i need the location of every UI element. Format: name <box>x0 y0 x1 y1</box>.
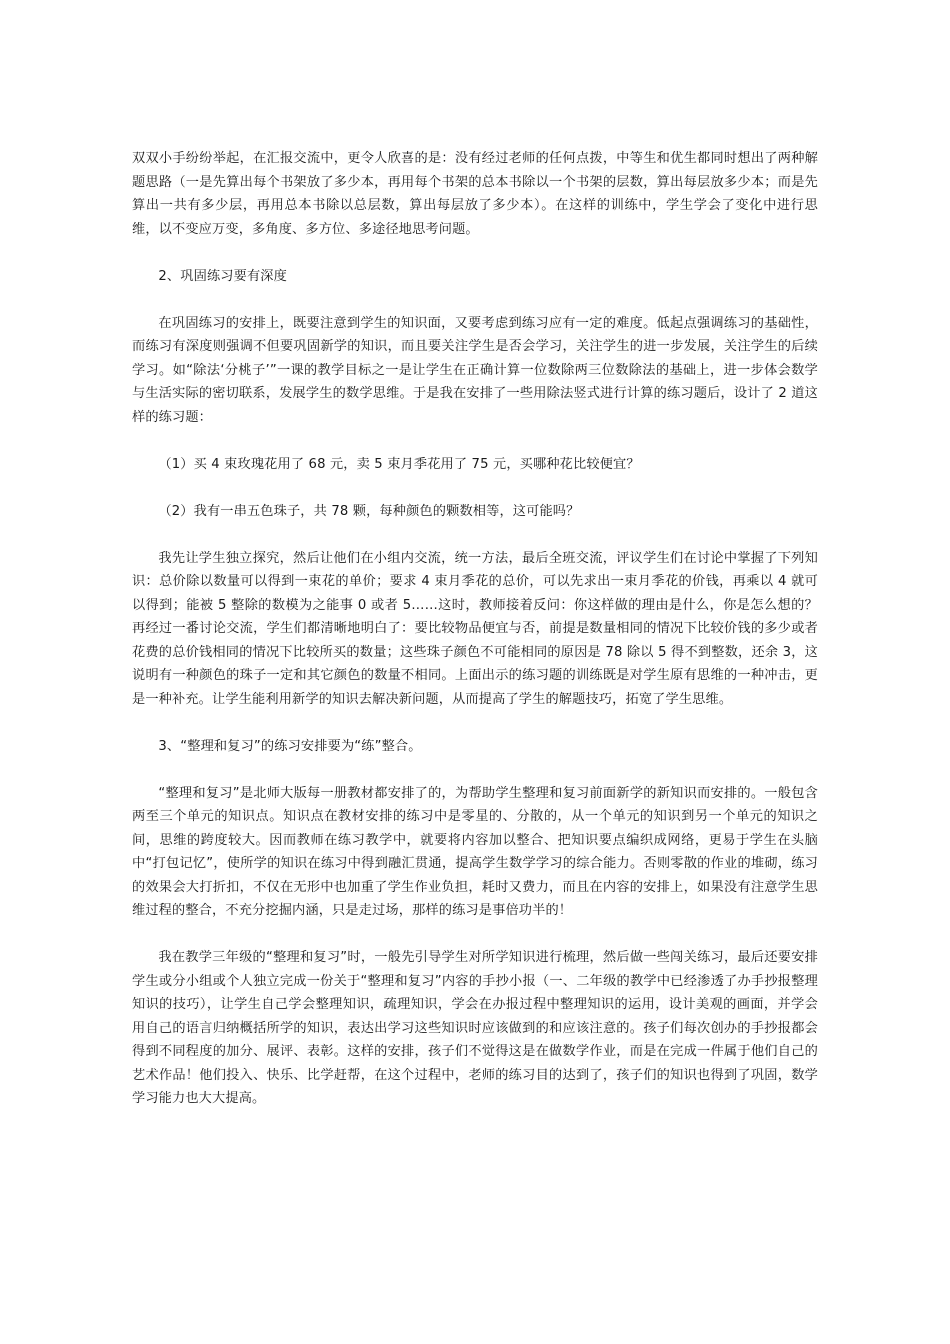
document-page <box>132 147 818 1134</box>
paragraph-review-integration: “整理和复习”是北师大版每一册教材都安排了的，为帮助学生整理和复习前面新学的新知识而安排的。一般包含两至三个单元的知识点。知识点在教材安排的练习中是零星的、分散的，从一个单元的知识到另一个单元的知识之间，思维的跨度较大。因而教师在练习教学中，就要将内容加以整合、把知识要点编织成网络，更易于学生在头脑中“打包记忆”，使所学的知识在练习中得到融汇贯通，提高学生数学学习的综合能力。否则零散的作业的堆砌，练习的效果会大打折扣，不仅在无形中也加重了学生作业负担，耗时又费力，而且在内容的安排上，如果没有注意学生思维过程的整合，不充分挖掘内涵，只是走过场，那样的练习是事倍功半的！ <box>132 785 818 918</box>
paragraph-handmade-newspaper: 我在教学三年级的“整理和复习”时，一般先引导学生对所学知识进行梳理，然后做一些闯关练习，最后还要安排学生或分小组或个人独立完成一份关于“整理和复习”内容的手抄小报（一、二年级的教学中已经渗透了办手抄报整理知识的技巧），让学生自己学会整理知识，疏理知识，学会在办报过程中整理知识的运用，设计美观的画面，并学会用自己的语言归纳概括所学的知识，表达出学习这些知识时应该做到的和应该注意的。孩子们每次创办的手抄报都会得到不同程度的加分、展评、表彰。这样的安排，孩子们不觉得这是在做数学作业，而是在完成一件属于他们自己的艺术作品！他们投入、快乐、比学赶帮，在这个过程中，老师的练习目的达到了，孩子们的知识也得到了巩固，数学学习能力也大大提高。 <box>132 950 818 1106</box>
paragraph-student-exploration: 我先让学生独立探究，然后让他们在小组内交流，统一方法，最后全班交流，评议学生们在讨论中掌握了下列知识：总价除以数量可以得到一束花的单价；要求 4 束月季花的总价，可以先求出一束月季花的价钱，再乘以 4 就可以得到；能被 5 整除的数模为之能事 0 或者 5……这时，教师接着反问：你这样做的理由是什么，你是怎么想的？再经过一番讨论交流，学生们都清晰地明白了：要比较物品便宜与否，前提是数量相同的情况下比较价钱的多少或者花费的总价钱相同的情况下比较所买的数量；这些珠子颜色不可能相同的原因是 78 除以 5 得不到整数，还余 3，这说明有一种颜色的珠子一定和其它颜色的数量不相同。上面出示的练习题的训练既是对学生原有思维的一种冲击，更是一种补充。让学生能利用新学的知识去解决新问题，从而提高了学生的解题技巧，拓宽了学生思维。 <box>132 550 818 707</box>
section-heading-3: 3、“整理和复习”的练习安排要为“练”整合。 <box>158 738 422 754</box>
paragraph-continued: 双双小手纷纷举起，在汇报交流中，更令人欣喜的是：没有经过老师的任何点拨，中等生和优生都同时想出了两种解题思路（一是先算出每个书架放了多少本，再用每个书架的总本书除以一个书架的层数，算出每层放多少本；而是先算出一共有多少层，再用总本书除以总层数，算出每层放了多少本）。在这样的训练中，学生学会了变化中进行思维，以不变应万变，多角度、多方位、多途径地思考问题。 <box>132 151 818 237</box>
exercise-item-2: （2）我有一串五色珠子，共 78 颗，每种颜色的颗数相等，这可能吗？ <box>158 503 580 519</box>
exercise-item-1: （1）买 4 束玫瑰花用了 68 元，卖 5 束月季花用了 75 元，买哪种花比较便宜？ <box>158 456 640 472</box>
paragraph-consolidation-practice: 在巩固练习的安排上，既要注意到学生的知识面，又要考虑到练习应有一定的难度。低起点强调练习的基础性，而练习有深度则强调不但要巩固新学的知识，而且要关注学生是否会学习，关注学生的进一步发展，关注学生的后续学习。如“除法‘分桃子’”一课的教学目标之一是让学生在正确计算一位数除两三位数除法的基础上，进一步体会数学与生活实际的密切联系，发展学生的数学思维。于是我在安排了一些用除法竖式进行计算的练习题后，设计了 2 道这样的练习题： <box>132 315 818 425</box>
section-heading-2: 2、巩固练习要有深度 <box>158 268 287 284</box>
